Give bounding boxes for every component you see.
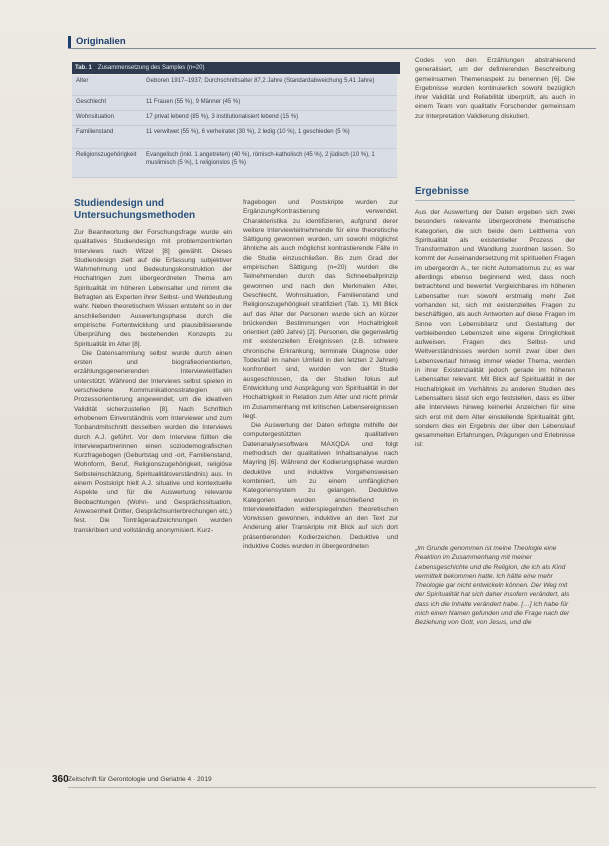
interview-quote: „Im Grunde genommen ist meine Theologie eine Reaktion im Zusammenhang mit meiner Lebensgeschichte und die Religion, die ich als Kind vermittelt bekommen hatte. Ich hätte eine mehr Theologie gar nicht entwickeln können. Der Weg mit der Spiritualität hat sich daher insofern verändert, als dass ich die Inhalte verändert habe. […] Ich habe für mich einen Namen gefunden und die Frage nach der Beziehung von Gott, von Jesus, und die — [415, 545, 570, 627]
table-value: Geboren 1917–1937; Durchschnittsalter 87,2 Jahre (Standardabweichung 5,41 Jahre) — [146, 78, 375, 84]
table-key: Familienstand — [76, 129, 114, 135]
text-column-3-top — [415, 56, 575, 121]
table-row — [72, 126, 397, 149]
table-caption-text: Zusammensetzung des Samples (n=20) — [97, 65, 205, 71]
table-row — [72, 111, 397, 126]
table-key: Alter — [76, 78, 89, 84]
table-caption — [72, 62, 400, 74]
paragraph: Zur Beantwortung der Forschungsfrage wurde ein qualitatives Studiendesign mit problemzentrierten Interviews nach Witzel [8] gewählt. Dieses Studiendesign zielt auf die Erfassung subjektiver Wahrnehmung und Bedeutungskonstruktion der Hochaltrigen zum übergeordneten Thema am Spiritualität im höheren Lebensalter und nimmt die Befragten als Experten ihrer Selbst- und Weltdeutung wahr. Neben theoretischem Wissen entsteht so in der anschließenden Auswertungsphase durch die empirische Fortentwicklung und plausibilisierende Überprüfung des bestehenden Konzepts zu Spiritualität im Alter [8]. — [74, 229, 232, 348]
table-value: 11 Frauen (55 %), 9 Männer (45 %) — [146, 99, 241, 105]
text-column-1 — [74, 228, 232, 535]
table-row — [72, 75, 397, 96]
text-column-2 — [243, 198, 398, 551]
paragraph: fragebogen und Postskripte wurden zur Ergänzung/Kontrastierung verwendet. Charakteristika zu identifizieren, aufgrund derer weitere Interviewteilnehmende für eine theoretische Sättigung gewonnen wurden, um sowohl möglichst ähnliche als auch möglichst kontrastierende Fälle in die Studie einzuschließen. Bis zum Grad der empirischen Sättigung (n=20) wurden die Teilnehmenden durch das Schneeballprinzip gewonnen und nach den Merkmalen Alter, Geschlecht, Wohnsituation, Familienstand und Religionszugehörigkeit stratifiziert (Tab. 1). Mit Blick auf das Alter der Personen wurde sich an kürzer brückenden Bestimmungen von Hochaltrigkeit orientiert (≥80 Jahre) [2]. Personen, die gegenwärtig mit existenziellen Ereignissen (z.B. schwere chronische Erkrankung, terminale Diagnose oder Todesfall im nahen Umfeld in den letzten 2 Jahren) konfrontiert sind, wurden von der Studie ausgeschlossen, da der Studien fokus auf Entwicklung und Ausprägung von Spiritualität in der Hochaltrigkeit in Relation zum Alter und nicht primär im Zusammenhang mit kritischen Lebensereignissen liegt. — [243, 199, 398, 420]
footer-rule — [68, 787, 596, 788]
heading-rule — [415, 200, 575, 201]
table-value: 11 verwitwet (55 %), 6 verheiratet (30 %), 2 ledig (10 %), 1 geschieden (5 %) — [146, 129, 350, 135]
heading-studiendesign: Studiendesign und Untersuchungsmethoden — [74, 198, 196, 221]
table-key: Geschlecht — [76, 99, 107, 105]
table-row — [72, 149, 397, 178]
paragraph: Die Auswertung der Daten erfolgte mithilfe der computergestützten qualitativen Datenanalysesoftware MAXQDA und folgt methodisch der qualitativen Inhaltsanalyse nach Mayring [6]. Während der Kodierungsphase wurden deduktive und induktive Vorgehensweisen kombiniert, um zu einem umfänglichen Kategoriensystem zu gelangen. Deduktive Kategorien wurden anschließend in Interviewleitfaden widerspiegelnden theoretischen Vorwissen gewonnen, induktive an den Text zur Anderung aller Transkripte mit Blick auf sich dort präsentierenden Kodierzeichen. Deduktive und induktive Codes wurden in übergeordneten — [243, 422, 398, 550]
heading-ergebnisse: Ergebnisse — [415, 186, 469, 197]
paragraph: Aus der Auswertung der Daten ergeben sich zwei besonders relevante übergeordnete thematische Kategorien, die sich beide dem Leitthema von Spiritualität als existentieller Prozess der Transformation und Wandlung zuordnen lassen. So kommt der Auseinandersetzung mit spirituellen Fragen im ubergeordn A., ter nicht Automatismus zu; es war allerdings ebenso beginnend wird, dass noch betrachtend und bewertet Vergleichbares im höheren Lebensalter nun sowohl erstmalig mehr Zeit vorhanden ist, sich mit existenzielles Fragen zu beschäftigen, als auch Antworten auf diese Fragen im Sinne von Lebensbilanz und Gestaltung der verbleibenden Lebenszeit eine eigene Dringlichkeit aufweisen. Fragen des Selbst- und Weltverständnisses werden somit zwar über den Lebensverlauf hinweg immer wieder Thema, werden in ihrer Existenzialität jedoch gerade im höheren Lebensalter relevant. Mit Blick auf Spiritualität in der Hochaltrigkeit im Verhältnis zu anderen Studien des Lebensalters lässt sich ergo feststellen, dass es über alle Interviews hinweg keinerlei Anzeichen für eine sich erst mit dem Alter einstellende Spiritualität gibt, sondern dies ein Ergebnis der über den Lebenslauf gesammelten Erfahrungen, Prägungen und Erlebnisse ist: — [415, 209, 575, 449]
paragraph: Die Datensammlung selbst wurde durch einen ersten und biografieorientierten, erzählungsgenerierenden Interviewleitfaden unterstützt. Während der Interviews selbst spielen in verschiedene Kommunikationsstrategien ein Prozessorientierung angewendet, um die ideativen Validität sicherzustellen [8]. Nach Schriftlich erhobenem Einverständnis vom Interviewer und zum Tonbandmitschnitt desselben wurden die Interviews durch A.J. geführt. Vor dem Interview füllten die Interviewpartnerinnen einen soziodemografischen Kurzfragebogen (Geburtstag und -ort, Familienstand, Wohnform, Beruf, Religionszugehörigkeit, religiöse Selbsteinschätzung, Spiritualitätsverständnis) aus. In einem Postskript hielt A.J. situative und kontextuelle Aspekte und für die Auswertung relevante Beobachtungen (Wohn- und Gesprächssituation, Anwesenheit Dritter, Gesprächsunterbrechungen etc.) fest. Die Tonträgeraufzeichnungen wurden transkribiert und vollständig anonymisiert. Kurz- — [74, 349, 232, 534]
table-key: Wohnsituation — [76, 114, 114, 120]
section-title: Originalien — [76, 36, 126, 47]
table-row — [72, 96, 397, 111]
text-column-3 — [415, 208, 575, 450]
page-number: 360 — [52, 774, 69, 785]
table-value: 17 privat lebend (85 %), 3 institutionalisiert lebend (15 %) — [146, 114, 299, 120]
journal-footer: Zeitschrift für Gerontologie und Geriatrie 4 · 2019 — [68, 776, 212, 783]
table-value: Evangelisch (inkl. 1 angetreten) (40 %), römisch-katholisch (45 %), 2 jüdisch (10 %), 1 muslimisch (5 %), 1 religionslos (5 %) — [146, 152, 375, 166]
paragraph: Codes von den Erzählungen abstrahierend generalisiert, um der definierenden Beschreibung gemeinsamen Themenaspekt zu benennen [6]. Die Ergebnisse wurden kontinuierlich sowohl bezüglich ihrer Validität und Reliabilität überprüft, als auch in einem Team von qualitativ Forschender gemeinsam zur Interpretation Validierung diskutiert. — [415, 57, 575, 120]
table-label: Tab. 1 — [75, 65, 92, 71]
table-key: Religionszugehörigkeit — [76, 152, 137, 158]
sample-table — [72, 62, 397, 182]
header-rule — [68, 48, 596, 49]
